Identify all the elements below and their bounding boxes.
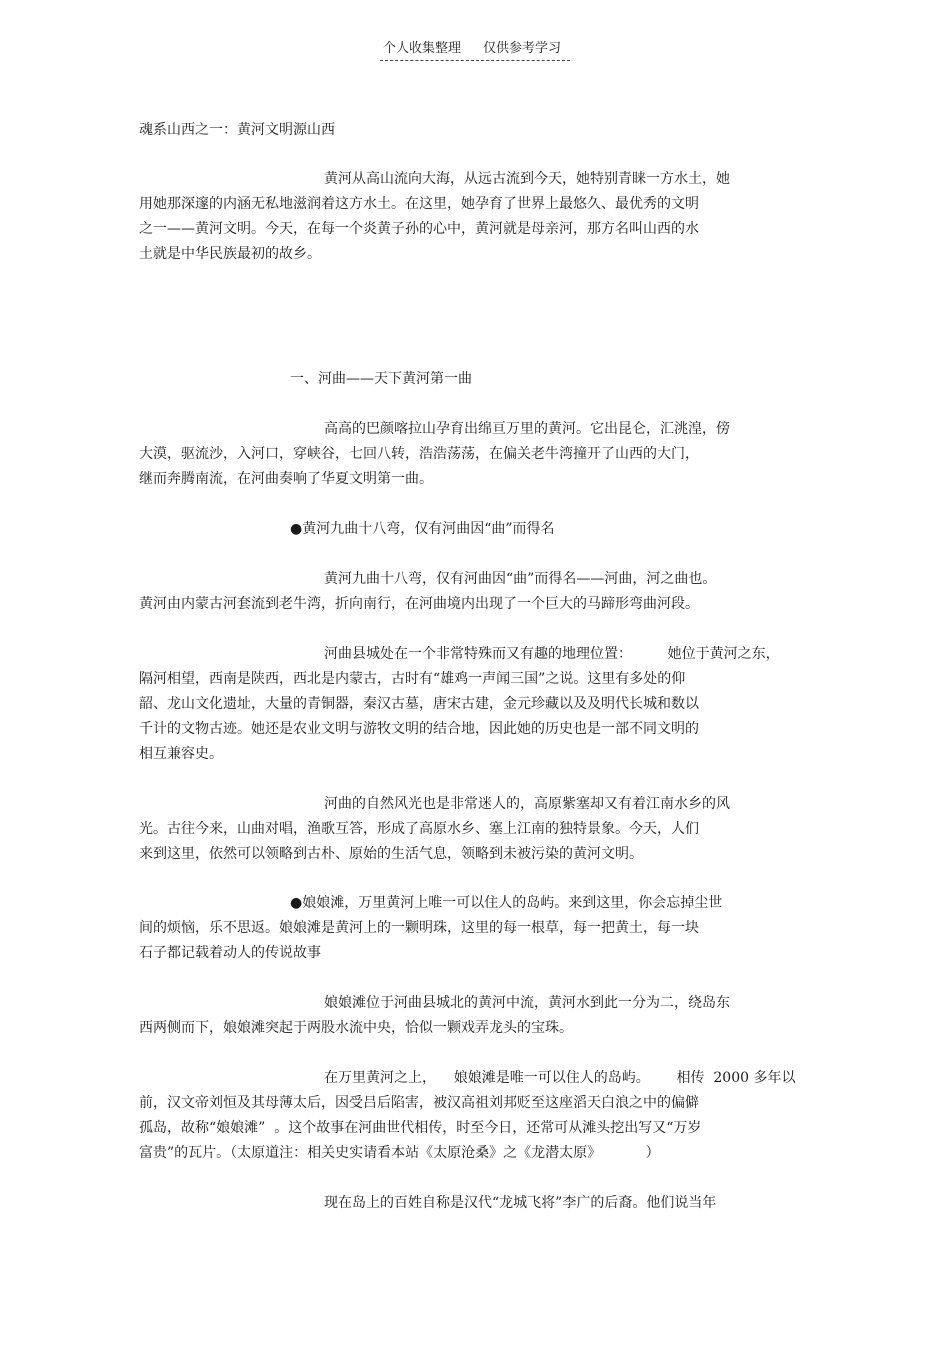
- paragraph-line: 继而奔腾南流，在河曲奏响了华夏文明第一曲。: [139, 471, 433, 487]
- header-left-text: 个人收集整理: [383, 41, 462, 56]
- paragraph-line: 西两侧而下，娘娘滩突起于两股水流中央，恰似一颗戏弄龙头的宝珠。: [139, 1020, 573, 1036]
- paragraph-line: 高高的巴颜喀拉山孕育出绵亘万里的黄河。它出昆仑，汇洮湟，傍: [324, 421, 730, 437]
- section-heading: 一、河曲——天下黄河第一曲: [290, 371, 472, 387]
- intro-line: 黄河从高山流向大海，从远古流到今天，她特别青睐一方水土，她: [324, 171, 730, 187]
- paragraph-line: 娘娘滩位于河曲县城北的黄河中流，黄河水到此一分为二，绕岛东: [324, 995, 730, 1011]
- paragraph-line: 黄河九曲十八弯，仅有河曲因“曲”而得名——河曲，河之曲也。: [324, 571, 717, 587]
- paragraph-line: 孤岛，故称“娘娘滩” 。这个故事在河曲世代相传，时至今日，还常可从滩头挖出写又“万岁: [139, 1120, 702, 1136]
- paragraph-line: 光。古往今来，山曲对唱，渔歌互答，形成了高原水乡、塞上江南的独特景象。今天，人们: [139, 821, 699, 837]
- paragraph-line: 河曲的自然风光也是非常迷人的，高原紫塞却又有着江南水乡的风: [324, 796, 730, 812]
- header-right-text: 仅供参考学习: [483, 41, 562, 56]
- paragraph-line: 石子都记载着动人的传说故事: [139, 945, 321, 961]
- paragraph-line: 河曲县城处在一个非常特殊而又有趣的地理位置： 她位于黄河之东，: [324, 646, 780, 662]
- intro-line: 土就是中华民族最初的故乡。: [139, 246, 321, 262]
- paragraph-line: 现在岛上的百姓自称是汉代“龙城飞将”李广的后裔。他们说当年: [324, 1195, 717, 1211]
- paragraph-line: 富贵”的瓦片。（太原道注：相关史实请看本站《太原沧桑》之《龙潜太原》 ）: [139, 1145, 660, 1161]
- paragraph-line: 千计的文物古迹。她还是农业文明与游牧文明的结合地，因此她的历史也是一部不同文明的: [139, 721, 699, 737]
- paragraph-line: 来到这里，依然可以领略到古朴、原始的生活气息，领略到未被污染的黄河文明。: [139, 846, 643, 862]
- paragraph-line: 间的烦恼，乐不思返。娘娘滩是黄河上的一颗明珠，这里的每一根草，每一把黄土，每一块: [139, 920, 699, 936]
- paragraph-line: 前，汉文帝刘恒及其母薄太后，因受吕后陷害，被汉高祖刘邦贬至这座滔天白浪之中的偏僻: [139, 1095, 699, 1111]
- intro-line: 用她那深邃的内涵无私地滋润着这方水土。在这里，她孕育了世界上最悠久、最优秀的文明: [139, 196, 699, 212]
- paragraph-line: 相互兼容史。: [139, 746, 223, 762]
- intro-line: 之一——黄河文明。今天，在每一个炎黄子孙的心中，黄河就是母亲河，那方名叫山西的水: [139, 221, 699, 237]
- paragraph-line: 大漠，驱流沙，入河口，穿峡谷，七回八转，浩浩荡荡，在偏关老牛湾撞开了山西的大门，: [139, 446, 699, 462]
- document-title: 魂系山西之一：黄河文明源山西: [139, 122, 335, 138]
- page-header: [380, 40, 570, 61]
- bullet-heading: ●娘娘滩，万里黄河上唯一可以住人的岛屿。来到这里，你会忘掉尘世: [290, 895, 723, 911]
- paragraph-line: 在万里黄河之上， 娘娘滩是唯一可以住人的岛屿。 相传 2000 多年以: [324, 1070, 796, 1086]
- paragraph-line: 韶、龙山文化遗址，大量的青铜器，秦汉古墓，唐宋古建，金元珍藏以及及明代长城和数以: [139, 696, 699, 712]
- paragraph-line: 隔河相望，西南是陕西，西北是内蒙古，古时有“雄鸡一声闻三国”之说。这里有多处的仰: [139, 671, 686, 687]
- bullet-heading: ●黄河九曲十八弯，仅有河曲因“曲”而得名: [290, 521, 555, 537]
- paragraph-line: 黄河由内蒙古河套流到老牛湾，折向南行，在河曲境内出现了一个巨大的马蹄形弯曲河段。: [139, 596, 699, 612]
